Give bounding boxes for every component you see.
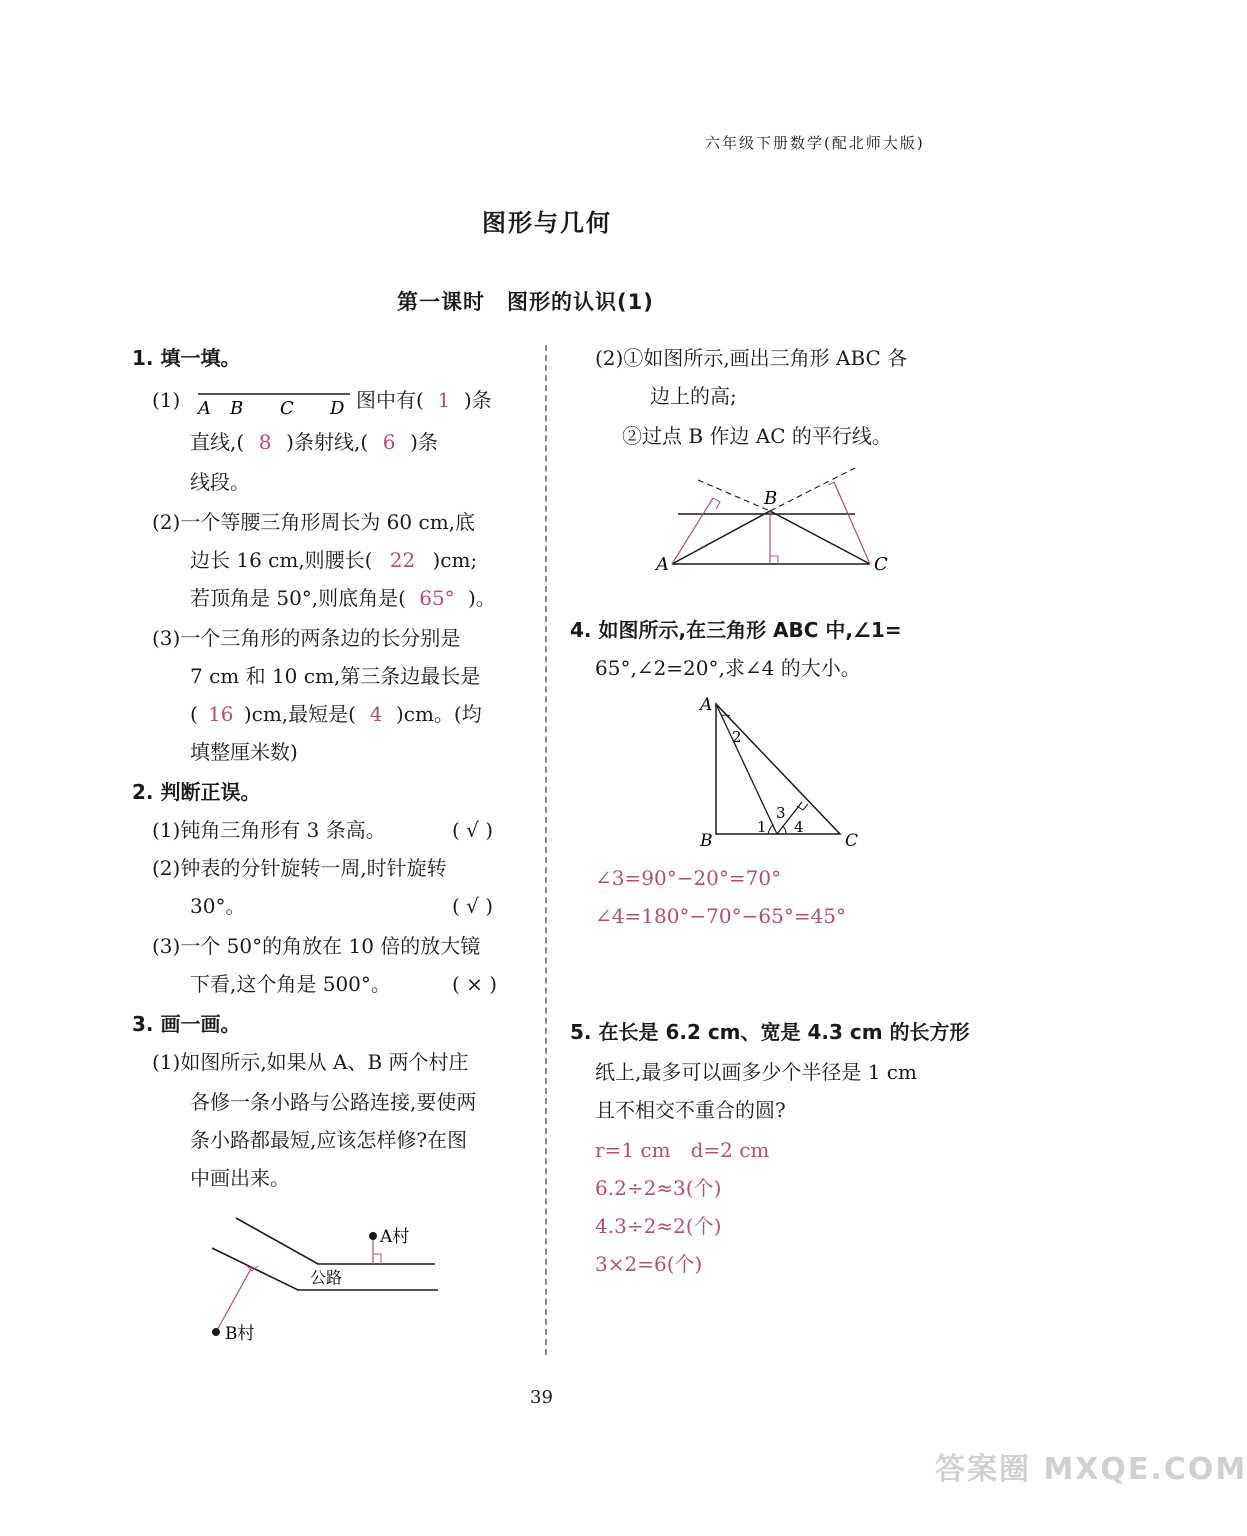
- q1-s1-line3: 线段。: [190, 470, 250, 494]
- q2-s3-line1: (3)一个 50°的角放在 10 倍的放大镜: [152, 934, 481, 958]
- q5-label: 5. 在长是 6.2 cm、宽是 4.3 cm 的长方形: [570, 1020, 970, 1044]
- q2-s2-line1: (2)钟表的分针旋转一周,时针旋转: [152, 856, 447, 880]
- q3-s1-line2: 各修一条小路与公路连接,要使两: [190, 1090, 477, 1114]
- watermark-text: 答案圈 MXQE.COM: [935, 1452, 1247, 1487]
- answer: 6: [382, 430, 396, 454]
- q5-label-line3: 且不相交不重合的圆?: [595, 1098, 786, 1122]
- label-b: B: [700, 831, 713, 851]
- q1-s3-line4: 填整厘米数): [190, 740, 298, 764]
- right-angle-h2: [713, 498, 720, 509]
- q5-label-line2: 纸上,最多可以画多少个半径是 1 cm: [595, 1060, 917, 1084]
- answer: 8: [258, 430, 272, 454]
- vertex-a: A: [656, 554, 669, 575]
- answer: 65°: [419, 586, 455, 610]
- q5-answer-line1: r=1 cm d=2 cm: [595, 1138, 770, 1162]
- q4-answer-line1: ∠3=90°−20°=70°: [595, 866, 782, 890]
- text: 边长 16 cm,则腰长(: [190, 548, 373, 572]
- q1-s3-line2: 7 cm 和 10 cm,第三条边最长是: [190, 664, 481, 688]
- q4-label-line2: 65°,∠2=20°,求∠4 的大小。: [595, 656, 861, 680]
- text: )条: [463, 388, 492, 412]
- line-a-to-d: [716, 704, 777, 834]
- pt-d: D: [330, 398, 345, 419]
- vertex-c: C: [874, 554, 888, 575]
- q4-label-line1: [570, 618, 902, 642]
- text: )cm。(均: [395, 702, 482, 726]
- extension-bc: [770, 468, 855, 511]
- q3-s2-line2: 边上的高;: [650, 384, 737, 408]
- height-to-ab: [834, 482, 870, 564]
- q3-s1-line4: 中画出来。: [190, 1166, 290, 1190]
- text: (: [190, 702, 198, 726]
- text: )条射线,(: [286, 430, 369, 454]
- village-b-dot: [212, 1328, 220, 1336]
- q3-s1-line3: 条小路都最短,应该怎样修?在图: [190, 1128, 468, 1152]
- height-to-bc: [672, 498, 713, 564]
- triangle-abc-figure: [650, 468, 888, 578]
- text: )cm;: [432, 548, 478, 572]
- unit-title: 图形与几何: [482, 209, 612, 237]
- road-label: 公路: [310, 1268, 343, 1287]
- text: 图中有(: [356, 388, 424, 412]
- answer: 16: [208, 702, 234, 726]
- q1-s1-line1: [356, 388, 492, 412]
- q5-answer-line2: 6.2÷2≈3(个): [595, 1176, 722, 1200]
- village-b-label: B村: [225, 1324, 255, 1344]
- q2-s3-answer: ( × ): [452, 972, 498, 996]
- text: 直线,(: [190, 430, 245, 454]
- road-map-figure: [200, 1210, 450, 1350]
- q4-label: 4. 如图所示,在三角形 ABC 中,∠1=: [570, 618, 902, 642]
- text: )条: [410, 430, 438, 454]
- q1-s1-prefix: (1): [152, 388, 181, 412]
- q5-answer-line4: 3×2=6(个): [595, 1252, 703, 1276]
- line-figure: [190, 380, 360, 420]
- q1-s1-line2: [190, 430, 438, 454]
- triangle-angles-figure: [690, 694, 870, 854]
- q5-label-line1: [570, 1020, 970, 1044]
- book-title: 六年级下册数学(配北师大版): [705, 134, 925, 152]
- q1-s3-line1: (3)一个三角形的两条边的长分别是: [152, 626, 461, 650]
- right-angle-mark-a: [373, 1254, 381, 1264]
- label-angle-1: 1: [757, 818, 767, 836]
- right-angle-e: [797, 804, 808, 810]
- answer: 22: [389, 548, 416, 572]
- label-a: A: [700, 695, 713, 715]
- q1-s2-line1: (2)一个等腰三角形周长为 60 cm,底: [152, 510, 476, 534]
- q2-s3-line2: 下看,这个角是 500°。: [190, 972, 391, 996]
- q3-label: 3. 画一画。: [132, 1012, 241, 1036]
- watermark: [935, 1450, 1247, 1530]
- q2-s2-line2: 30°。: [190, 894, 246, 918]
- label-angle-3: 3: [776, 804, 786, 822]
- q4-answer-line2: ∠4=180°−70°−65°=45°: [595, 904, 847, 928]
- pt-c: C: [280, 398, 294, 419]
- lesson-title: 第一课时 图形的认识(1): [397, 290, 654, 314]
- village-a-dot: [369, 1232, 377, 1240]
- extension-ab: [698, 480, 770, 511]
- q5-answer-line3: 4.3÷2≈2(个): [595, 1214, 722, 1238]
- page-number: 39: [530, 1387, 553, 1408]
- q1-label: 1. 填一填。: [132, 346, 241, 370]
- text: 若顶角是 50°,则底角是(: [190, 586, 406, 610]
- q2-s1: (1)钝角三角形有 3 条高。: [152, 818, 386, 842]
- q1-s3-line3: [190, 702, 482, 726]
- q1-s2-line2: [190, 548, 477, 572]
- q1-s2-line3: [190, 586, 496, 610]
- village-a-label: A村: [380, 1227, 410, 1247]
- arc-2: [721, 715, 730, 716]
- label-angle-2: 2: [732, 728, 742, 746]
- vertex-b: B: [764, 488, 778, 509]
- pt-b: B: [230, 398, 244, 419]
- q2-s1-answer: ( √ ): [452, 818, 494, 842]
- pt-a: A: [198, 398, 211, 419]
- label-angle-4: 4: [794, 818, 804, 836]
- label-c: C: [845, 831, 859, 851]
- q3-s1-line1: (1)如图所示,如果从 A、B 两个村庄: [152, 1050, 469, 1074]
- q2-s2-answer: ( √ ): [452, 894, 494, 918]
- answer: 4: [369, 702, 383, 726]
- q3-s2-line3: ②过点 B 作边 AC 的平行线。: [622, 424, 892, 448]
- right-angle-h1: [770, 556, 778, 564]
- path-b: [216, 1267, 252, 1332]
- column-divider: [545, 345, 547, 1355]
- text: )。: [467, 586, 496, 610]
- q3-s2-line1: (2)①如图所示,画出三角形 ABC 各: [595, 346, 908, 370]
- text: )cm,最短是(: [243, 702, 356, 726]
- answer: 1: [437, 388, 451, 412]
- q2-label: 2. 判断正误。: [132, 780, 261, 804]
